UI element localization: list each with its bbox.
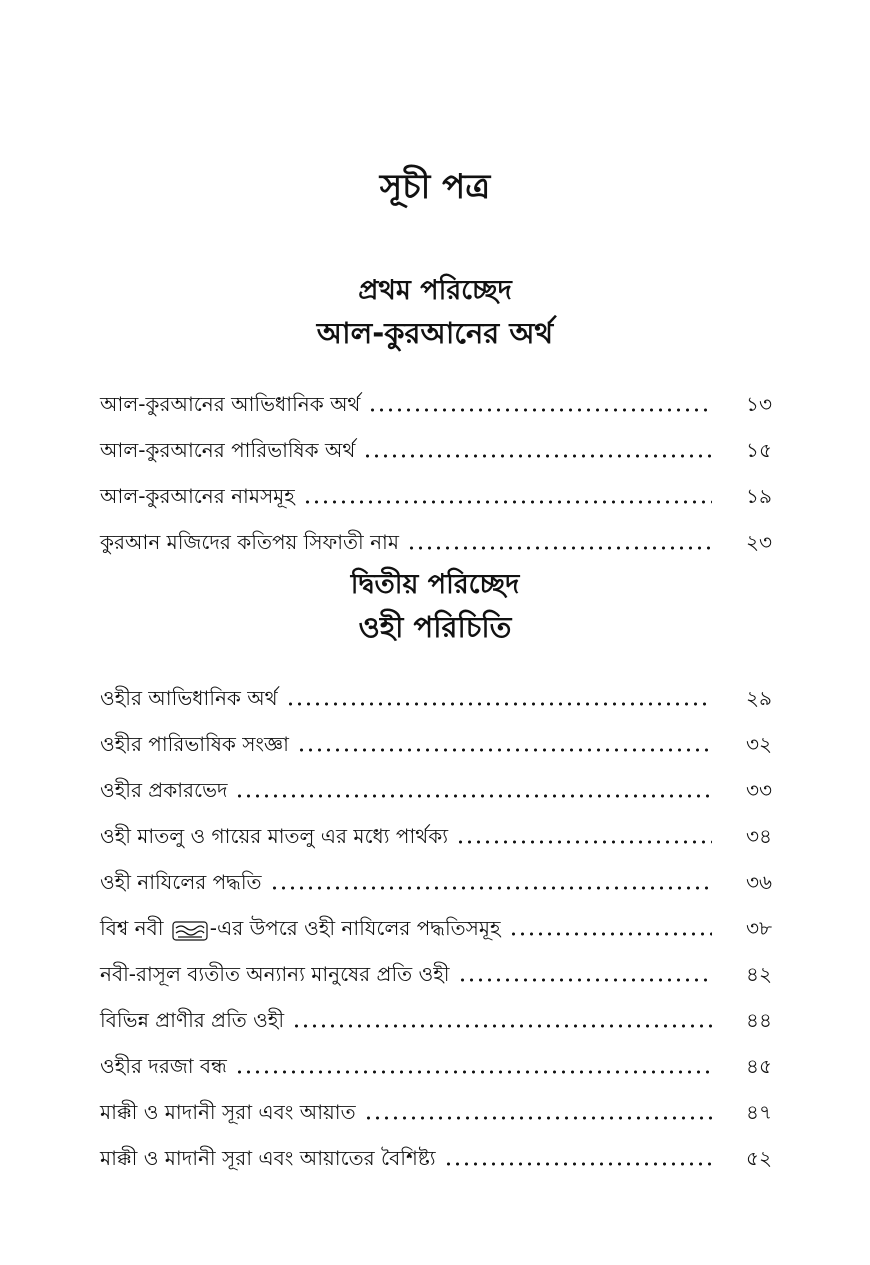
entry-label-before: বিশ্ব নবী: [100, 916, 164, 940]
entry-label: নবী-রাসূল ব্যতীত অন্যান্য মানুষের প্রতি ওহী: [100, 960, 458, 988]
entry-label: ওহী নাযিলের পদ্ধতি: [100, 868, 270, 896]
entry-page-number: ৫২: [746, 1146, 772, 1170]
dot-leader: [286, 685, 712, 707]
toc-entry[interactable]: [100, 896, 772, 942]
entry-label-after: -এর উপরে ওহী নাযিলের পদ্ধতিসমূহ: [209, 916, 501, 940]
chapter-name: আল-কুরআনের অর্থ: [316, 316, 554, 350]
entry-page-number: ৩৪: [746, 824, 772, 848]
entry-page-number: ৩৮: [746, 916, 772, 940]
dot-leader: [509, 915, 712, 937]
toc-entry[interactable]: [100, 666, 772, 712]
salawat-seal-icon: [172, 920, 208, 940]
entry-label: বিভিন্ন প্রাণীর প্রতি ওহী: [100, 1006, 292, 1034]
entry-label: মাক্কী ও মাদানী সূরা এবং আয়াত: [100, 1098, 364, 1126]
page-title: সূচী পত্র: [379, 167, 491, 207]
entry-label: আল-কুরআনের পারিভাষিক অর্থ: [100, 436, 363, 464]
entry-page-number: ২৩: [745, 530, 772, 554]
dot-leader: [458, 961, 713, 983]
entry-page-number: ১৫: [746, 438, 772, 462]
entry-page-number: ৩৩: [745, 778, 772, 802]
toc-entry[interactable]: [100, 464, 772, 510]
toc-entry[interactable]: [100, 1034, 772, 1080]
entry-page-number: ১৩: [746, 392, 772, 416]
entry-label: ওহীর পারিভাষিক সংজ্ঞা: [100, 730, 297, 758]
dot-leader: [235, 1053, 712, 1075]
entry-label: ওহী মাতলু ও গায়ের মাতলু এর মধ্যে পার্থক্য: [100, 822, 456, 850]
entry-label: কুরআন মজিদের কতিপয় সিফাতী নাম: [100, 528, 407, 556]
toc-entry[interactable]: [100, 1080, 772, 1126]
chapter-number: দ্বিতীয় পরিচ্ছেদ: [350, 569, 520, 600]
entry-page-number: ৪২: [746, 962, 772, 986]
entry-page-number: ২৯: [746, 686, 772, 710]
entry-label: ওহীর আভিধানিক অর্থ: [100, 684, 286, 712]
toc-entry[interactable]: [100, 942, 772, 988]
toc-entry[interactable]: [100, 1126, 772, 1172]
entry-label: [100, 914, 509, 942]
entry-label: মাক্কী ও মাদানী সূরা এবং আয়াতের বৈশিষ্ট্য: [100, 1144, 444, 1172]
dot-leader: [297, 731, 712, 753]
chapter-number: প্রথম পরিচ্ছেদ: [358, 275, 512, 306]
entry-page-number: ৩৬: [745, 870, 772, 894]
entry-label: আল-কুরআনের নামসমূহ: [100, 482, 303, 510]
entry-page-number: ৩২: [745, 732, 772, 756]
dot-leader: [270, 869, 712, 891]
dot-leader: [303, 483, 712, 505]
entry-label: আল-কুরআনের আভিধানিক অর্থ: [100, 390, 368, 418]
dot-leader: [368, 391, 712, 413]
entry-page-number: ৪৫: [746, 1054, 772, 1078]
chapter-1-entries: [100, 372, 772, 556]
entry-page-number: ৪৪: [746, 1008, 772, 1032]
toc-entry[interactable]: [100, 712, 772, 758]
toc-entry[interactable]: [100, 850, 772, 896]
dot-leader: [292, 1007, 712, 1029]
dot-leader: [364, 1099, 712, 1121]
dot-leader: [444, 1145, 712, 1167]
chapter-name: ওহী পরিচিতি: [358, 610, 512, 644]
chapter-2-heading: [0, 566, 870, 648]
dot-leader: [407, 529, 712, 551]
entry-page-number: ১৯: [746, 484, 772, 508]
toc-entry[interactable]: [100, 804, 772, 850]
dot-leader: [456, 823, 712, 845]
dot-leader: [235, 777, 712, 799]
dot-leader: [363, 437, 712, 459]
entry-page-number: ৪৭: [746, 1100, 772, 1124]
toc-entry[interactable]: [100, 988, 772, 1034]
toc-entry[interactable]: [100, 510, 772, 556]
entry-label: ওহীর দরজা বন্ধ: [100, 1052, 235, 1080]
chapter-1-heading: [0, 272, 870, 354]
toc-entry[interactable]: [100, 372, 772, 418]
chapter-2-entries: [100, 666, 772, 1172]
entry-label: ওহীর প্রকারভেদ: [100, 776, 235, 804]
toc-entry[interactable]: [100, 418, 772, 464]
toc-entry[interactable]: [100, 758, 772, 804]
